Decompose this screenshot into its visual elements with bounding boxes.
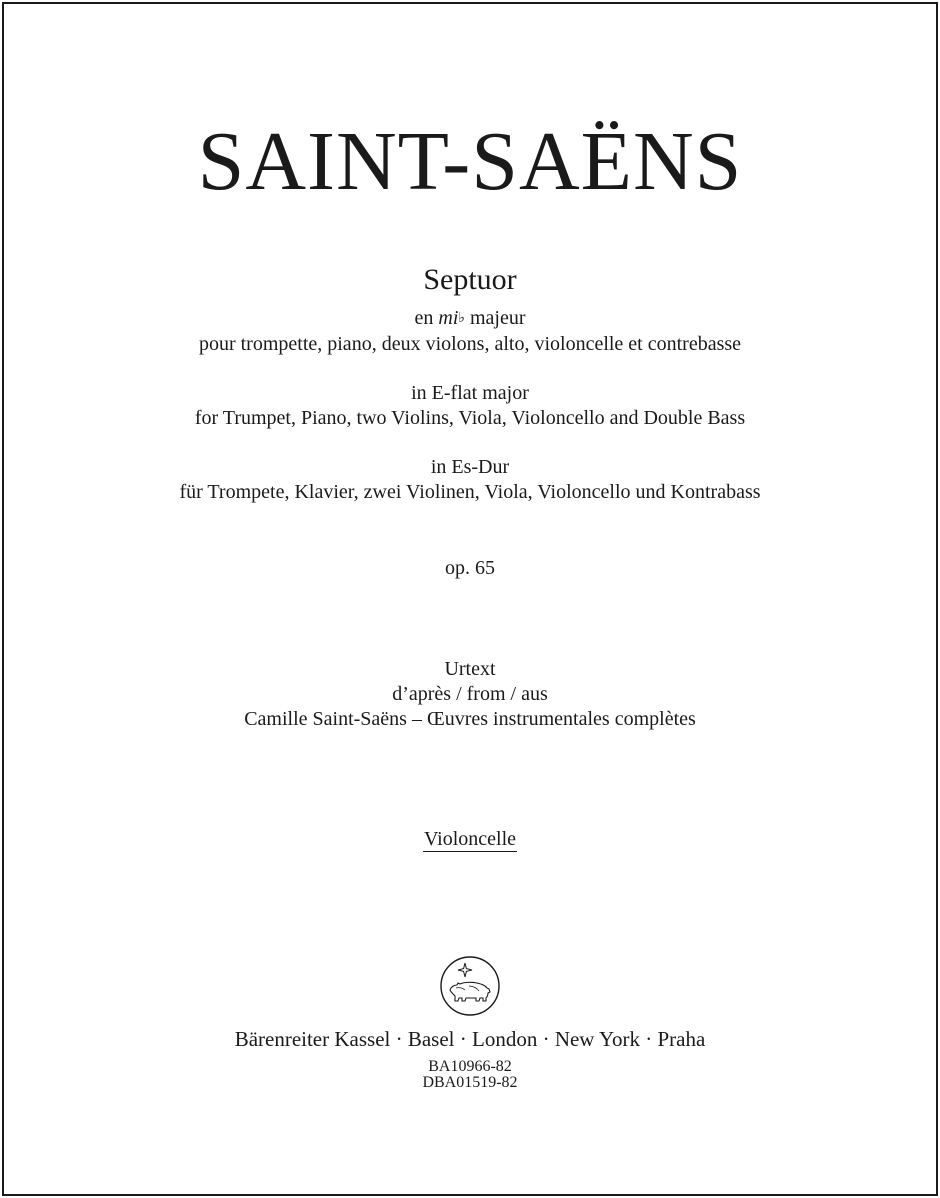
edition-source-phrase: d’après / from / aus xyxy=(392,683,548,705)
instrumentation-french: pour trompette, piano, deux violons, alto, violoncelle et contrebasse xyxy=(198,333,742,355)
part-name xyxy=(0,826,940,852)
key-french-accidental: ♭ xyxy=(458,311,465,326)
key-german: in Es-Dur xyxy=(430,456,510,478)
instrumentation-english: for Trumpet, Piano, two Violins, Viola, Violoncello and Double Bass xyxy=(194,407,746,429)
composer-name: SAINT-SAËNS xyxy=(197,115,743,208)
key-french xyxy=(0,305,940,332)
work-title: Septuor xyxy=(423,263,517,296)
key-french-prefix: en xyxy=(414,307,439,329)
catalog-number-secondary: DBA01519-82 xyxy=(422,1074,518,1091)
part-name-label: Violoncelle xyxy=(423,828,517,850)
edition-type: Urtext xyxy=(444,658,496,680)
instrumentation-german: für Trompete, Klavier, zwei Violinen, Viola, Violoncello und Kontrabass xyxy=(179,481,761,503)
key-english: in E-flat major xyxy=(411,382,529,404)
key-french-note: mi xyxy=(438,307,459,329)
publisher-imprint: Bärenreiter Kassel · Basel · London · New York · Praha xyxy=(234,1027,706,1051)
catalog-number: BA10966-82 xyxy=(428,1058,512,1075)
opus-number: op. 65 xyxy=(445,557,495,579)
edition-collection: Camille Saint-Saëns – Œuvres instrumentales complètes xyxy=(244,708,696,730)
key-french-suffix: majeur xyxy=(464,307,526,329)
baerenreiter-bear-star-logo-icon xyxy=(439,955,501,1017)
